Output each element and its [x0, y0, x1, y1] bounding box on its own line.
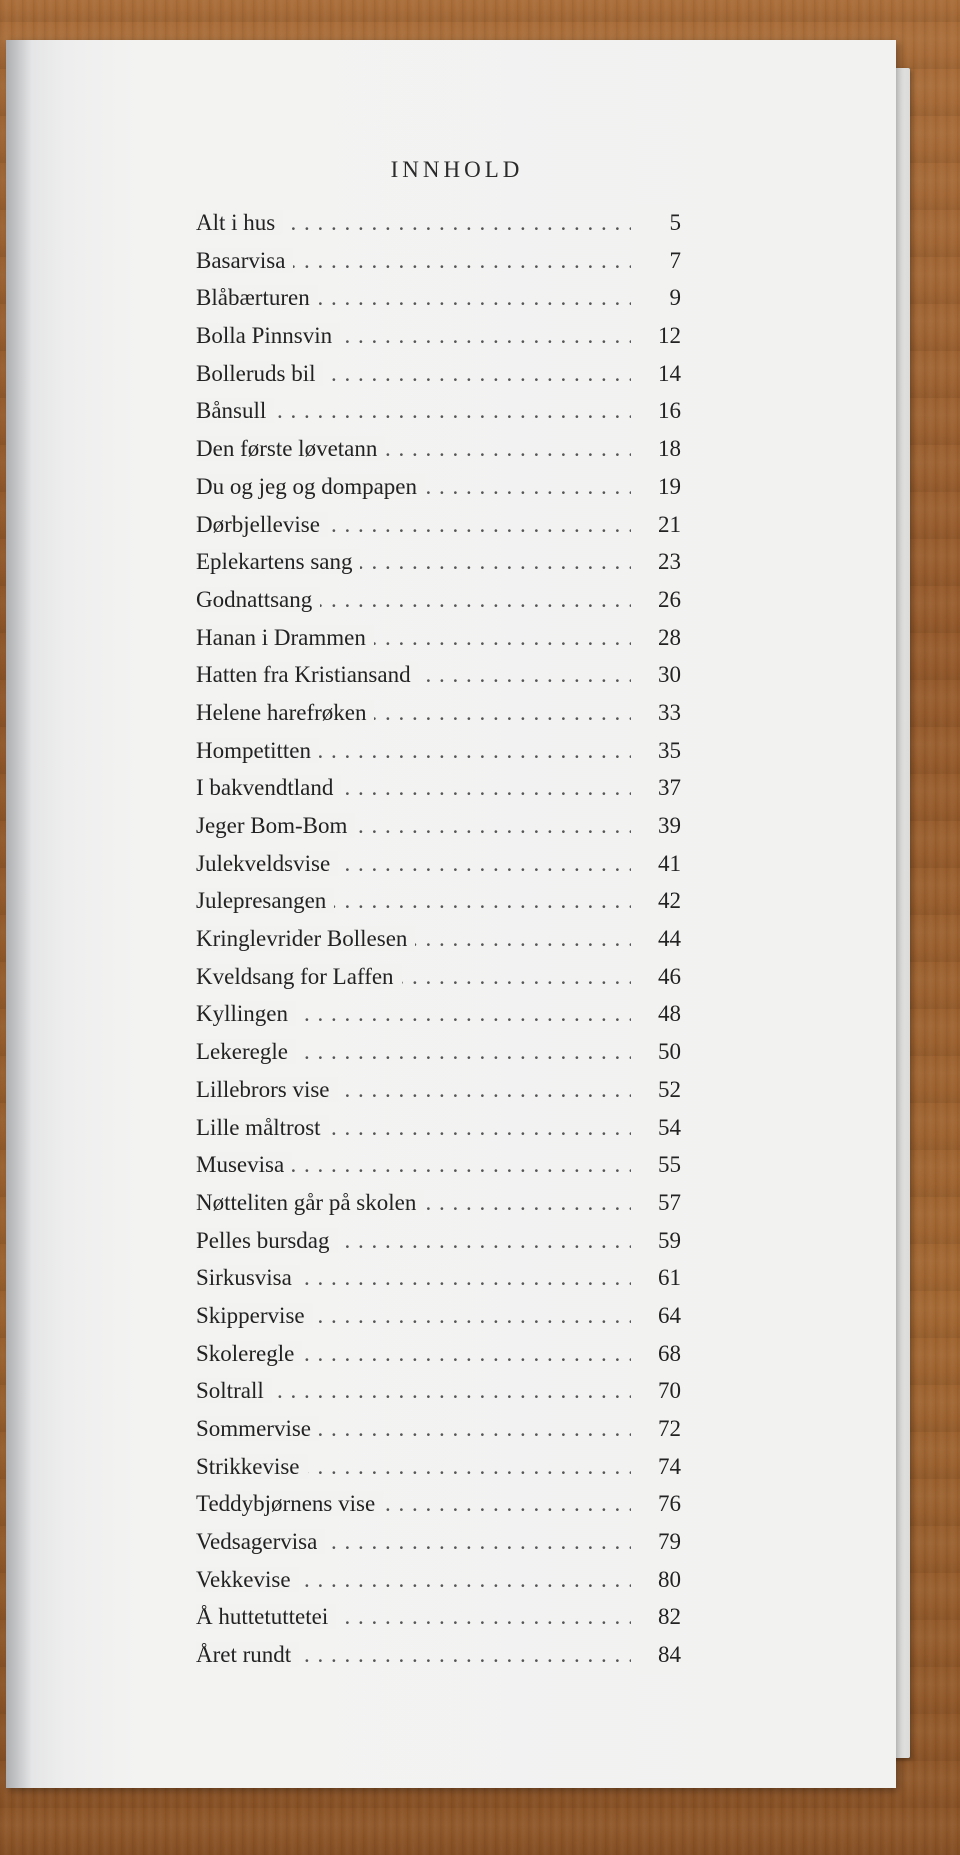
toc-entry-title: Kringlevrider Bollesen: [196, 926, 415, 951]
toc-entry-title: Du og jeg og dompapen: [196, 474, 425, 499]
toc-entry-page: 5: [633, 204, 681, 242]
toc-entry: [196, 1485, 681, 1523]
toc-entry-title: Den første løvetann: [196, 436, 385, 461]
toc-title: INNHOLD: [390, 157, 524, 182]
toc-entry: [196, 430, 681, 468]
toc-entry-title: Julekveldsvise: [196, 851, 338, 876]
toc-entry: [196, 468, 681, 506]
toc-entry-page: 55: [633, 1146, 681, 1184]
toc-entry-page: 61: [633, 1259, 681, 1297]
toc-entry: [196, 1071, 681, 1109]
toc-entry: [196, 1109, 681, 1147]
toc-entry-title: Teddybjørnens vise: [196, 1491, 383, 1516]
spine-shadow: [6, 40, 32, 1788]
toc-entry-title: Skippervise: [196, 1303, 313, 1328]
toc-entry: [196, 317, 681, 355]
toc-entry-title: Bånsull: [196, 398, 274, 423]
book-page: [6, 40, 896, 1788]
toc-entry-title: Hanan i Drammen: [196, 625, 374, 650]
toc-entry-title: I bakvendtland: [196, 775, 341, 800]
toc-entry-page: 80: [633, 1561, 681, 1599]
toc-entry: [196, 619, 681, 657]
toc-entry-title: Lekeregle: [196, 1039, 296, 1064]
toc-entry-page: 19: [633, 468, 681, 506]
toc-entry-page: 48: [633, 995, 681, 1033]
toc-entry-page: 70: [633, 1372, 681, 1410]
toc-entry-page: 30: [633, 656, 681, 694]
toc-entry-title: Skoleregle: [196, 1341, 302, 1366]
toc-entry-page: 28: [633, 619, 681, 657]
toc-entry-title: Sirkusvisa: [196, 1265, 300, 1290]
toc-entry-title: Lillebrors vise: [196, 1077, 338, 1102]
toc-entry-page: 82: [633, 1598, 681, 1636]
toc-entry: [196, 1636, 681, 1674]
toc-entry-page: 52: [633, 1071, 681, 1109]
toc-entry-title: Eplekartens sang: [196, 549, 360, 574]
toc-entry: [196, 769, 681, 807]
toc-entry-title: Lille måltrost: [196, 1115, 329, 1140]
toc-entry-title: Basarvisa: [196, 248, 293, 273]
toc-entry-page: 12: [633, 317, 681, 355]
toc-entry-title: Jeger Bom-Bom: [196, 813, 355, 838]
toc-entry-page: 7: [633, 242, 681, 280]
toc-entry-page: 21: [633, 506, 681, 544]
toc-entry: [196, 882, 681, 920]
toc-entry-page: 35: [633, 732, 681, 770]
toc-entry-page: 74: [633, 1448, 681, 1486]
toc-entry-page: 39: [633, 807, 681, 845]
toc-entry-page: 57: [633, 1184, 681, 1222]
toc-entry-page: 59: [633, 1222, 681, 1260]
toc-entry: [196, 581, 681, 619]
toc-entry: [196, 1297, 681, 1335]
toc-entry: [196, 1335, 681, 1373]
toc-entry: [196, 355, 681, 393]
toc-entry: [196, 242, 681, 280]
toc-entry-page: 9: [633, 279, 681, 317]
toc-entry: [196, 506, 681, 544]
toc-entry-page: 14: [633, 355, 681, 393]
toc-entry-page: 68: [633, 1335, 681, 1373]
toc-entry: [196, 656, 681, 694]
toc-entry-title: Pelles bursdag: [196, 1228, 338, 1253]
toc-entry-title: Soltrall: [196, 1378, 272, 1403]
toc-entry: [196, 920, 681, 958]
toc-entry: [196, 995, 681, 1033]
toc-entry-title: Julepresangen: [196, 888, 334, 913]
toc-entry: [196, 1146, 681, 1184]
toc-entry-page: 79: [633, 1523, 681, 1561]
toc-entry: [196, 1372, 681, 1410]
toc-entry-title: Hompetitten: [196, 738, 319, 763]
toc-entry-title: Vekkevise: [196, 1567, 299, 1592]
toc-entry: [196, 543, 681, 581]
toc-entry: [196, 1598, 681, 1636]
toc-entry-title: Hatten fra Kristiansand: [196, 662, 419, 687]
toc-entry: [196, 845, 681, 883]
toc-entry-page: 16: [633, 392, 681, 430]
toc-entry-page: 42: [633, 882, 681, 920]
toc-entry-title: Sommervise: [196, 1416, 319, 1441]
toc-entry-title: Året rundt: [196, 1642, 299, 1667]
toc-entry: [196, 1561, 681, 1599]
toc-entry-title: Alt i hus: [196, 210, 283, 235]
toc-entry-page: 72: [633, 1410, 681, 1448]
toc-entry-page: 54: [633, 1109, 681, 1147]
toc-entry-title: Kveldsang for Laffen: [196, 964, 402, 989]
toc-entry: [196, 1259, 681, 1297]
toc-entry-title: Å huttetuttetei: [196, 1604, 336, 1629]
toc-entry-page: 33: [633, 694, 681, 732]
toc-entry: [196, 1410, 681, 1448]
toc-entry: [196, 1184, 681, 1222]
toc-entry-title: Godnattsang: [196, 587, 320, 612]
toc-entry-page: 84: [633, 1636, 681, 1674]
toc-entry-title: Nøtteliten går på skolen: [196, 1190, 424, 1215]
toc-entry: [196, 958, 681, 996]
toc-entry-title: Bolla Pinnsvin: [196, 323, 340, 348]
toc-list: [196, 204, 681, 1674]
toc-entry-title: Helene harefrøken: [196, 700, 374, 725]
toc-entry-page: 26: [633, 581, 681, 619]
toc-entry: [196, 1033, 681, 1071]
toc-entry-title: Kyllingen: [196, 1001, 296, 1026]
toc-entry-page: 18: [633, 430, 681, 468]
toc-entry-page: 50: [633, 1033, 681, 1071]
toc-entry-page: 23: [633, 543, 681, 581]
toc-entry: [196, 279, 681, 317]
toc-entry: [196, 732, 681, 770]
toc-entry: [196, 1222, 681, 1260]
toc-entry-title: Bolleruds bil: [196, 361, 323, 386]
toc-entry-title: Vedsagervisa: [196, 1529, 325, 1554]
toc-entry-page: 37: [633, 769, 681, 807]
toc-entry-title: Musevisa: [196, 1152, 292, 1177]
toc-entry: [196, 204, 681, 242]
toc-entry-page: 44: [633, 920, 681, 958]
toc-entry-title: Blåbærturen: [196, 285, 318, 310]
toc-entry: [196, 694, 681, 732]
toc-entry-page: 64: [633, 1297, 681, 1335]
toc-entry: [196, 1523, 681, 1561]
toc-entry-page: 76: [633, 1485, 681, 1523]
toc-entry-title: Dørbjellevise: [196, 512, 328, 537]
toc-entry-title: Strikkevise: [196, 1454, 308, 1479]
toc-entry: [196, 392, 681, 430]
toc-entry-page: 46: [633, 958, 681, 996]
toc-entry-page: 41: [633, 845, 681, 883]
toc-entry: [196, 807, 681, 845]
toc-entry: [196, 1448, 681, 1486]
